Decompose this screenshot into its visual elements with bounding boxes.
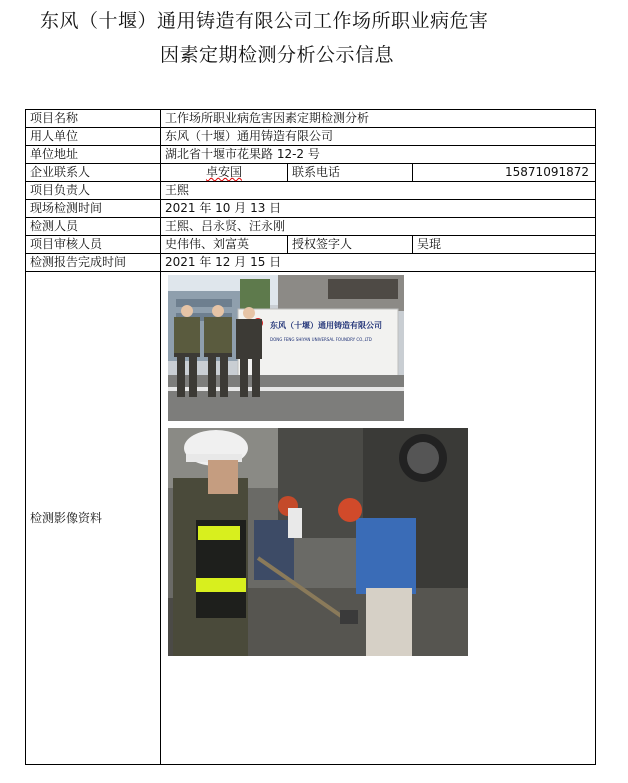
media-label: 检测影像资料 xyxy=(26,272,161,765)
photo-team-at-sign xyxy=(168,275,404,421)
inspectors-label: 检测人员 xyxy=(26,218,161,236)
table-row xyxy=(26,254,596,272)
employer-label: 用人单位 xyxy=(26,128,161,146)
table-row xyxy=(26,182,596,200)
contact-value: 卓安国 xyxy=(161,164,288,182)
table-row xyxy=(26,146,596,164)
site-date-label: 现场检测时间 xyxy=(26,200,161,218)
table-row xyxy=(26,236,596,254)
address-value: 湖北省十堰市花果路 12-2 号 xyxy=(161,146,596,164)
photo-workplace-sampling xyxy=(168,428,468,656)
contact-label: 企业联系人 xyxy=(26,164,161,182)
address-label: 单位地址 xyxy=(26,146,161,164)
table-row xyxy=(26,218,596,236)
report-date-value: 2021 年 12 月 15 日 xyxy=(161,254,596,272)
table-row xyxy=(26,272,596,765)
employer-value: 东风（十堰）通用铸造有限公司 xyxy=(161,128,596,146)
phone-value: 15871091872 xyxy=(413,164,596,182)
table-row xyxy=(26,200,596,218)
table-row xyxy=(26,110,596,128)
report-date-label: 检测报告完成时间 xyxy=(26,254,161,272)
table-row xyxy=(26,164,596,182)
project-lead-value: 王熙 xyxy=(161,182,596,200)
project-name-label: 项目名称 xyxy=(26,110,161,128)
sign-sub-text: DONG FENG SHIYAN UNIVERSAL FOUNDRY CO.,LTD xyxy=(270,337,372,342)
title-line-1: 东风（十堰）通用铸造有限公司工作场所职业病危害 xyxy=(40,10,489,32)
project-name-value: 工作场所职业病危害因素定期检测分析 xyxy=(161,110,596,128)
site-date-value: 2021 年 10 月 13 日 xyxy=(161,200,596,218)
table-row xyxy=(26,128,596,146)
reviewers-value: 史伟伟、刘富英 xyxy=(161,236,288,254)
phone-label: 联系电话 xyxy=(288,164,413,182)
media-cell xyxy=(161,272,596,765)
sign-main-text: 东风（十堰）通用铸造有限公司 xyxy=(270,321,382,330)
signer-label: 授权签字人 xyxy=(288,236,413,254)
inspectors-value: 王熙、吕永贤、汪永刚 xyxy=(161,218,596,236)
project-lead-label: 项目负责人 xyxy=(26,182,161,200)
title-line-2: 因素定期检测分析公示信息 xyxy=(160,44,395,66)
info-table xyxy=(25,109,596,765)
reviewers-label: 项目审核人员 xyxy=(26,236,161,254)
signer-value: 吴琨 xyxy=(413,236,596,254)
